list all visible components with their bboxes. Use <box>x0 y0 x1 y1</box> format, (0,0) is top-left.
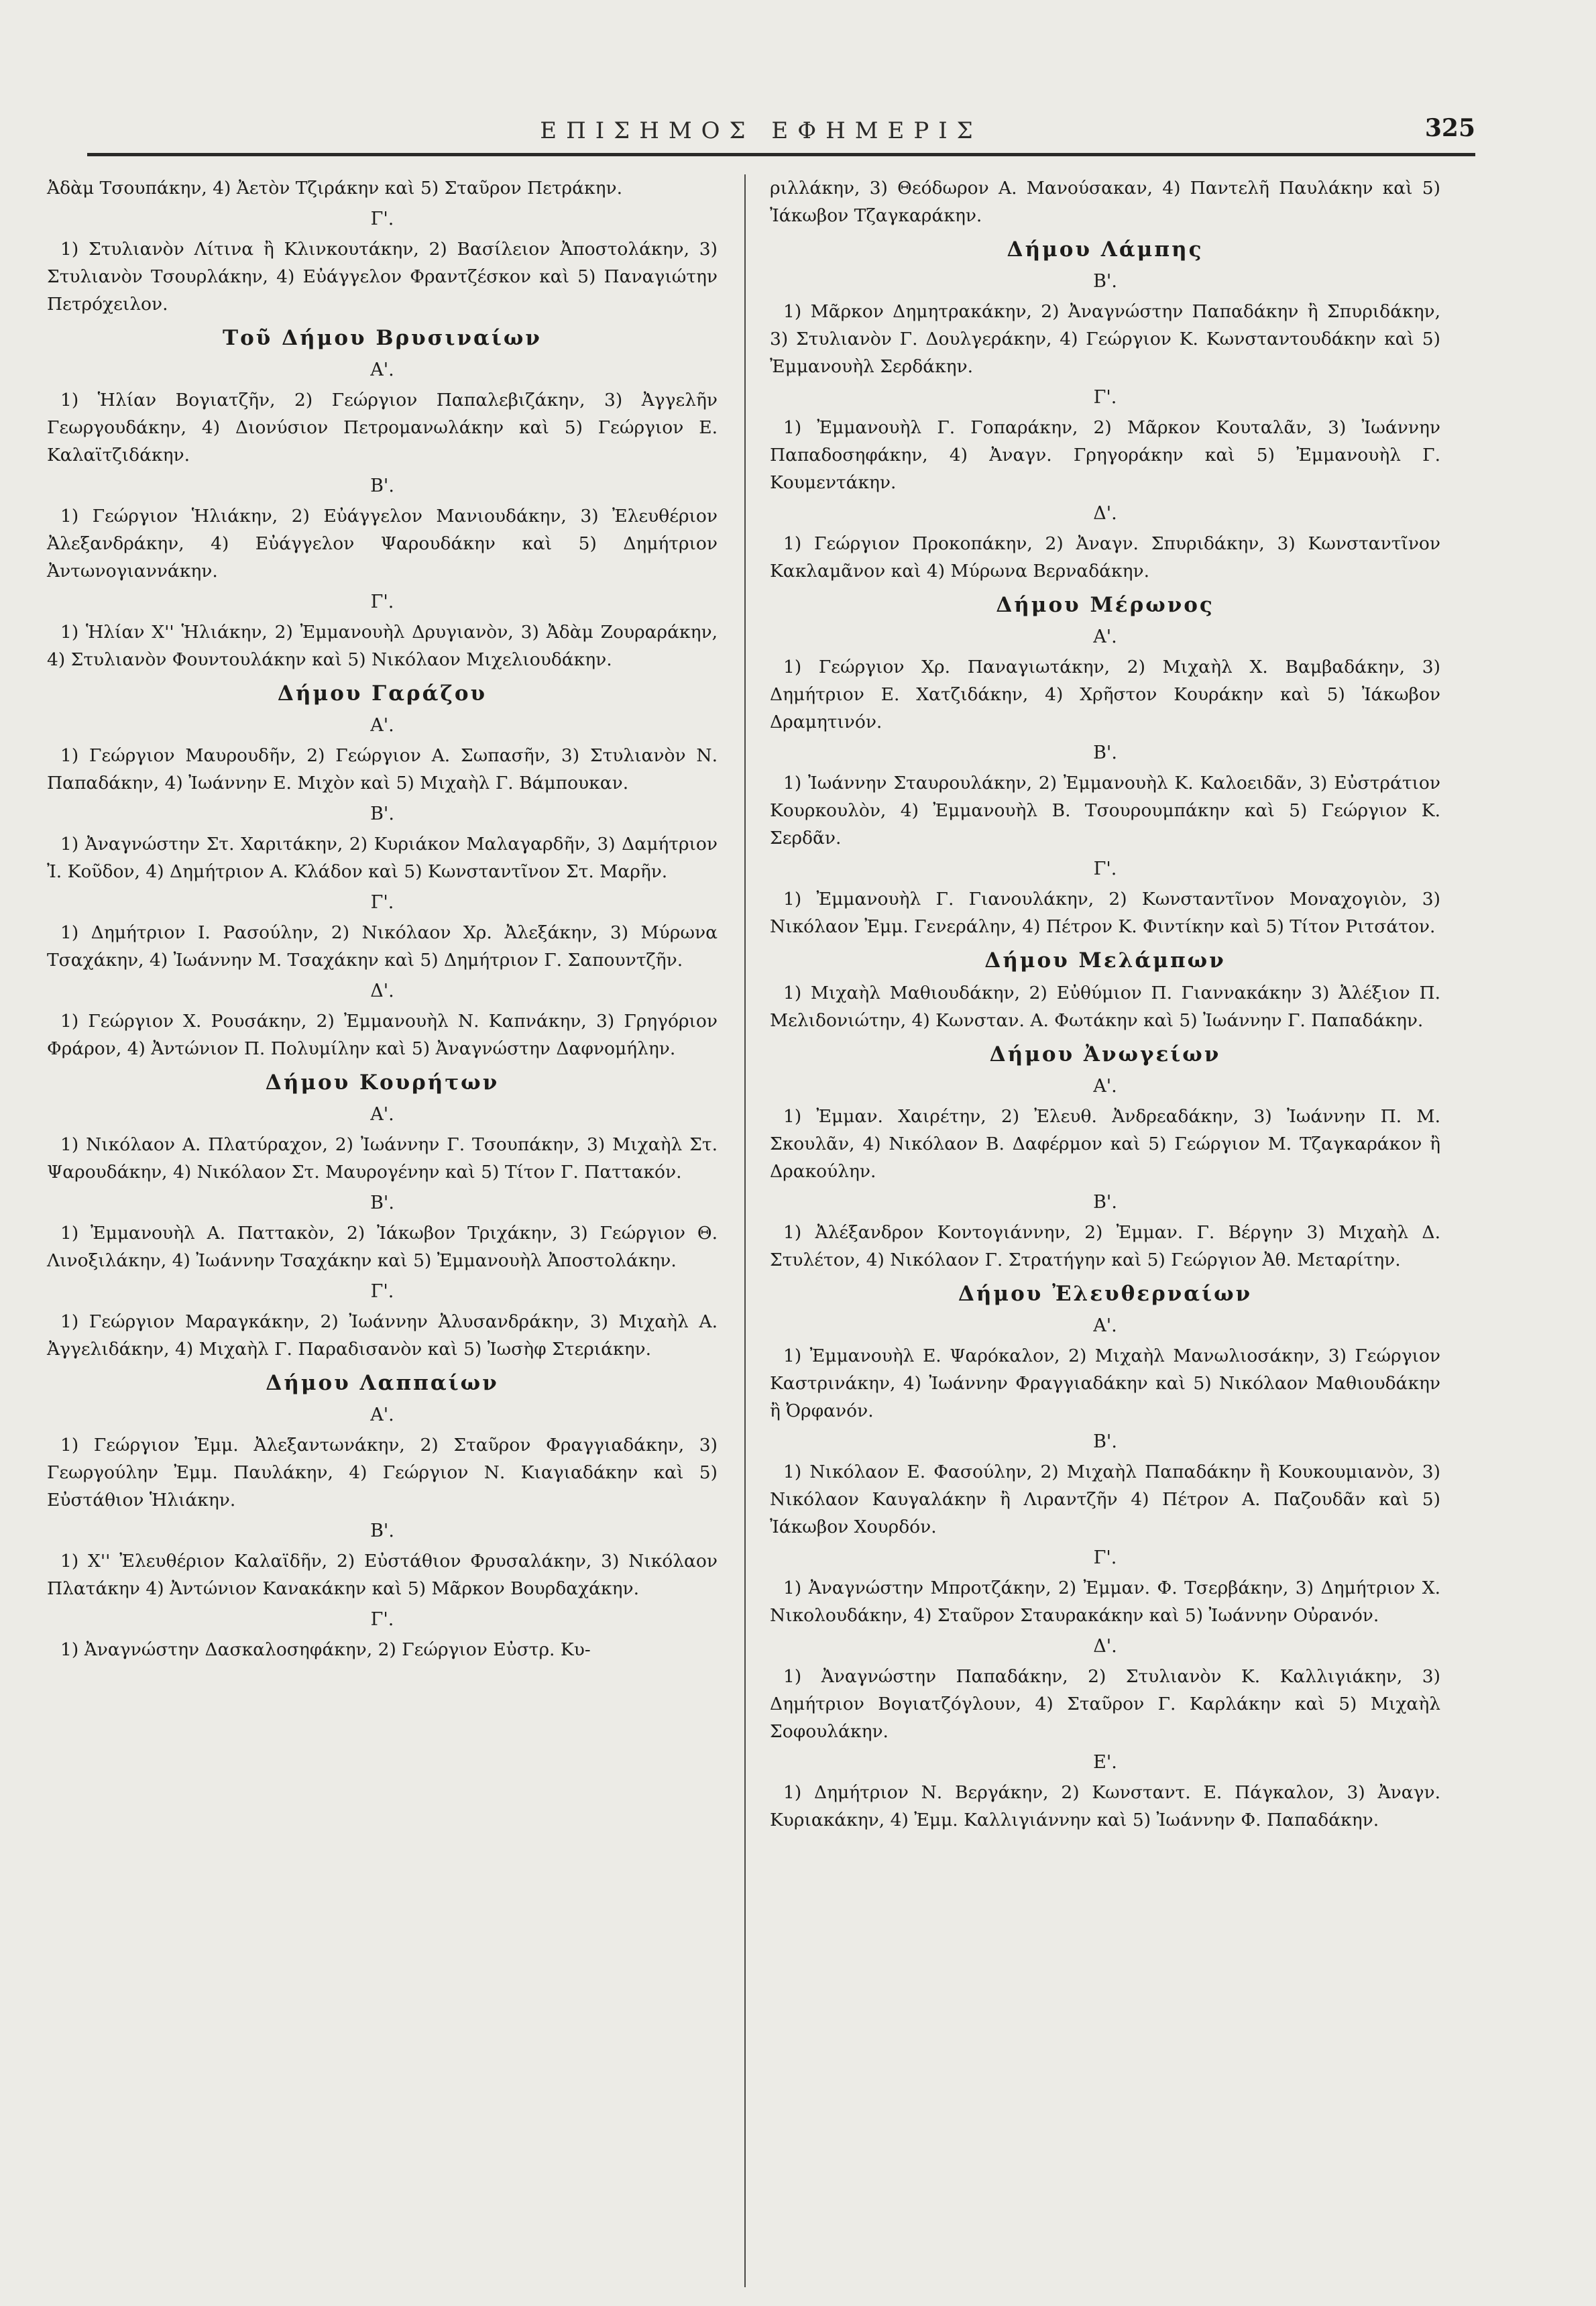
right-column <box>770 174 1440 1838</box>
paragraph: 1) Γεώργιον Χρ. Παναγιωτάκην, 2) Μιχαὴλ Χ. Βαμβαδάκην, 3) Δημήτριον Ε. Χατζιδάκην, 4) Χρῆστον Κουράκην καὶ 5) Ἰάκωβον Δραμητινόν. <box>770 657 1440 732</box>
paragraph: 1) Ἡλίαν Χ'' Ἡλιάκην, 2) Ἐμμανουὴλ Δρυγιανὸν, 3) Ἀδὰμ Ζουραράκην, 4) Στυλιανὸν Φουντουλάκην καὶ 5) Νικόλαον Μιχελιουδάκην. <box>47 622 718 670</box>
page-number: 325 <box>1424 114 1475 142</box>
newspaper-title: ΕΠΙΣΗΜΟΣ ΕΦΗΜΕΡΙΣ <box>540 117 982 144</box>
paragraph: 1) Ἐμμανουὴλ Γ. Γοπαράκην, 2) Μᾶρκον Κουταλᾶν, 3) Ἰωάννην Παπαδοσηφάκην, 4) Ἀναγν. Γρηγοράκην καὶ 5) Ἐμμανουὴλ Γ. Κουμεντάκην. <box>770 417 1440 493</box>
subsection-label: Β'. <box>370 476 394 496</box>
paragraph: 1) Ἐμμανουὴλ Α. Παττακὸν, 2) Ἰάκωβον Τριχάκην, 3) Γεώργιον Θ. Λινοξιλάκην, 4) Ἰωάννην Τσαχάκην καὶ 5) Ἐμμανουὴλ Ἀποστολάκην. <box>47 1223 718 1271</box>
paragraph: 1) Γεώργιον Μαυρουδῆν, 2) Γεώργιον Α. Σωπασῆν, 3) Στυλιανὸν Ν. Παπαδάκην, 4) Ἰωάννην Ε. Μιχὸν καὶ 5) Μιχαὴλ Γ. Βάμπουκαν. <box>47 745 718 793</box>
subsection-label: Ε'. <box>1093 1752 1117 1773</box>
section-heading: Δήμου Μελάμπων <box>984 948 1226 973</box>
paragraph: 1) Χ'' Ἐλευθέριον Καλαϊδῆν, 2) Εὐστάθιον Φρυσαλάκην, 3) Νικόλαον Πλατάκην 4) Ἀντώνιον Κανακάκην καὶ 5) Μᾶρκον Βουρδαχάκην. <box>47 1551 718 1599</box>
subsection-label: Β'. <box>1093 271 1117 292</box>
left-column <box>47 174 718 1667</box>
section-heading: Δήμου Λάμπης <box>1007 237 1204 262</box>
subsection-label: Γ'. <box>1093 1547 1117 1568</box>
paragraph: 1) Ἀναγνώστην Μπροτζάκην, 2) Ἐμμαν. Φ. Τσερβάκην, 3) Δημήτριον Χ. Νικολουδάκην, 4) Σταῦρον Σταυρακάκην καὶ 5) Ἰωάννην Οὐρανόν. <box>770 1578 1440 1626</box>
subsection-label: Γ'. <box>370 1609 394 1630</box>
paragraph: 1) Ἀναγνώστην Παπαδάκην, 2) Στυλιανὸν Κ. Καλλιγιάκην, 3) Δημήτριον Βογιατζόγλουν, 4) Σταῦρον Γ. Καρλάκην καὶ 5) Μιχαὴλ Σοφουλάκην. <box>770 1666 1440 1742</box>
subsection-label: Γ'. <box>370 592 394 612</box>
subsection-label: Α'. <box>1093 1315 1117 1336</box>
paragraph: 1) Δημήτριον Ι. Ρασούλην, 2) Νικόλαον Χρ. Ἀλεξάκην, 3) Μύρωνα Τσαχάκην, 4) Ἰωάννην Μ. Τσαχάκην καὶ 5) Δημήτριον Γ. Σαπουντζῆν. <box>47 922 718 971</box>
header-rule <box>87 153 1475 156</box>
subsection-label: Δ'. <box>1093 1636 1117 1657</box>
subsection-label: Α'. <box>370 1405 394 1425</box>
section-heading: Δήμου Λαππαίων <box>266 1371 499 1395</box>
paragraph: 1) Γεώργιον Ἡλιάκην, 2) Εὐάγγελον Μανιουδάκην, 3) Ἐλευθέριον Ἀλεξανδράκην, 4) Εὐάγγελον Ψαρουδάκην καὶ 5) Δημήτριον Ἀντωνογιαννάκην. <box>47 506 718 582</box>
subsection-label: Γ'. <box>1093 859 1117 879</box>
subsection-label: Γ'. <box>370 892 394 913</box>
paragraph: 1) Μιχαὴλ Μαθιουδάκην, 2) Εὐθύμιον Π. Γιαννακάκην 3) Ἀλέξιον Π. Μελιδονιώτην, 4) Κωνσταν. Α. Φωτάκην καὶ 5) Ἰωάννην Γ. Παπαδάκην. <box>770 983 1440 1031</box>
subsection-label: Γ'. <box>370 1281 394 1302</box>
paragraph: 1) Ἀναγνώστην Στ. Χαριτάκην, 2) Κυριάκον Μαλαγαρδῆν, 3) Δαμήτριον Ἰ. Κοῦδον, 4) Δημήτριον Α. Κλάδον καὶ 5) Κωνσταντῖνον Στ. Μαρῆν. <box>47 834 718 882</box>
section-heading: Δήμου Κουρήτων <box>265 1070 500 1095</box>
paragraph: 1) Μᾶρκον Δημητρακάκην, 2) Ἀναγνώστην Παπαδάκην ἢ Σπυριδάκην, 3) Στυλιανὸν Γ. Δουλγεράκην, 4) Γεώργιον Κ. Κωνσταντουδάκην καὶ 5) Ἐμμανουὴλ Σερδάκην. <box>770 301 1440 377</box>
section-heading: Δήμου Μέρωνος <box>996 593 1214 617</box>
paragraph: 1) Στυλιανὸν Λίτινα ἢ Κλινκουτάκην, 2) Βασίλειον Ἀποστολάκην, 3) Στυλιανὸν Τσουρλάκην, 4) Εὐάγγελον Φραντζέσκον καὶ 5) Παναγιώτην Πετρόχειλον. <box>47 239 718 315</box>
subsection-label: Β'. <box>1093 743 1117 763</box>
paragraph: ριλλάκην, 3) Θεόδωρον Α. Μανούσακαν, 4) Παντελῆ Παυλάκην καὶ 5) Ἰάκωβον Τζαγκαράκην. <box>770 178 1440 226</box>
subsection-label: Α'. <box>1093 626 1117 647</box>
paragraph: 1) Ἰωάννην Σταυρουλάκην, 2) Ἐμμανουὴλ Κ. Καλοειδᾶν, 3) Εὐστράτιον Κουρκουλὸν, 4) Ἐμμανουὴλ Β. Τσουρουμπάκην καὶ 5) Γεώργιον Κ. Σερδᾶν. <box>770 773 1440 848</box>
paragraph: 1) Δημήτριον Ν. Βεργάκην, 2) Κωνσταντ. Ε. Πάγκαλον, 3) Ἀναγν. Κυριακάκην, 4) Ἐμμ. Καλλιγιάννην καὶ 5) Ἰωάννην Φ. Παπαδάκην. <box>770 1782 1440 1830</box>
subsection-label: Β'. <box>370 1521 394 1541</box>
section-heading: Δήμου Γαράζου <box>277 681 488 706</box>
subsection-label: Γ'. <box>1093 387 1117 408</box>
paragraph: 1) Ἐμμανουὴλ Ε. Ψαρόκαλον, 2) Μιχαὴλ Μανωλιοσάκην, 3) Γεώργιον Καστρινάκην, 4) Ἰωάννην Φραγγιαδάκην καὶ 5) Νικόλαον Μαθιουδάκην ἢ Ὀρφανόν. <box>770 1346 1440 1421</box>
newspaper-page <box>47 80 1475 2287</box>
paragraph: 1) Ἐμμαν. Χαιρέτην, 2) Ἐλευθ. Ἀνδρεαδάκην, 3) Ἰωάννην Π. Μ. Σκουλᾶν, 4) Νικόλαον Β. Δαφέρμον καὶ 5) Γεώργιον Μ. Τζαγκαράκον ἢ Δρακούλην. <box>770 1106 1440 1182</box>
subsection-label: Β'. <box>370 804 394 824</box>
paragraph: 1) Νικόλαον Α. Πλατύραχον, 2) Ἰωάννην Γ. Τσουπάκην, 3) Μιχαὴλ Στ. Ψαρουδάκην, 4) Νικόλαον Στ. Μαυρογένην καὶ 5) Τίτον Γ. Παττακόν. <box>47 1134 718 1183</box>
subsection-label: Β'. <box>1093 1431 1117 1452</box>
paragraph: 1) Ἡλίαν Βογιατζῆν, 2) Γεώργιον Παπαλεβιζάκην, 3) Ἀγγελῆν Γεωργουδάκην, 4) Διονύσιον Πετρομανωλάκην καὶ 5) Γεώργιον Ε. Καλαϊτζιδάκην. <box>47 390 718 465</box>
section-heading: Δήμου Ἀνωγείων <box>989 1042 1221 1066</box>
paragraph: 1) Γεώργιον Χ. Ρουσάκην, 2) Ἐμμανουὴλ Ν. Καπνάκην, 3) Γρηγόριον Φράρον, 4) Ἀντώνιον Π. Πολυμίλην καὶ 5) Ἀναγνώστην Δαφνομήλην. <box>47 1011 718 1059</box>
subsection-label: Α'. <box>1093 1076 1117 1097</box>
column-divider <box>744 174 746 2287</box>
subsection-label: Γ'. <box>370 209 394 229</box>
subsection-label: Α'. <box>370 360 394 380</box>
section-heading: Δήμου Ἐλευθερναίων <box>958 1282 1253 1306</box>
paragraph: 1) Ἐμμανουὴλ Γ. Γιανουλάκην, 2) Κωνσταντῖνον Μοναχογιὸν, 3) Νικόλαον Ἐμμ. Γενεράλην, 4) Πέτρον Κ. Φιντίκην καὶ 5) Τίτον Ριτσάτον. <box>770 889 1440 937</box>
subsection-label: Α'. <box>370 1104 394 1125</box>
paragraph: 1) Γεώργιον Ἐμμ. Ἀλεξαντωνάκην, 2) Σταῦρον Φραγγιαδάκην, 3) Γεωργούλην Ἐμμ. Παυλάκην, 4) Γεώργιον Ν. Κιαγιαδάκην καὶ 5) Εὐστάθιον Ἡλιάκην. <box>47 1435 718 1511</box>
paragraph: 1) Γεώργιον Προκοπάκην, 2) Ἀναγν. Σπυριδάκην, 3) Κωνσταντῖνον Κακλαμᾶνον καὶ 4) Μύρωνα Βερναδάκην. <box>770 533 1440 582</box>
paragraph: 1) Νικόλαον Ε. Φασούλην, 2) Μιχαὴλ Παπαδάκην ἢ Κουκουμιανὸν, 3) Νικόλαον Καυγαλάκην ἢ Λιραντζῆν 4) Πέτρον Α. Παζουδᾶν καὶ 5) Ἰάκωβον Χουρδόν. <box>770 1462 1440 1537</box>
subsection-label: Β'. <box>370 1193 394 1213</box>
paragraph: 1) Ἀλέξανδρον Κοντογιάννην, 2) Ἐμμαν. Γ. Βέργην 3) Μιχαὴλ Δ. Στυλέτον, 4) Νικόλαον Γ. Στρατήγην καὶ 5) Γεώργιον Ἀθ. Μεταρίτην. <box>770 1222 1440 1270</box>
section-heading: Τοῦ Δήμου Βρυσιναίων <box>223 326 542 350</box>
page-header <box>47 107 1475 154</box>
subsection-label: Δ'. <box>370 981 394 1001</box>
subsection-label: Α'. <box>370 715 394 736</box>
paragraph: 1) Ἀναγνώστην Δασκαλοσηφάκην, 2) Γεώργιον Εὐστρ. Κυ- <box>60 1639 591 1660</box>
paragraph: 1) Γεώργιον Μαραγκάκην, 2) Ἰωάννην Ἀλυσανδράκην, 3) Μιχαὴλ Α. Ἀγγελιδάκην, 4) Μιχαὴλ Γ. Παραδισανὸν καὶ 5) Ἰωσὴφ Στεριάκην. <box>47 1311 718 1360</box>
subsection-label: Δ'. <box>1093 503 1117 524</box>
subsection-label: Β'. <box>1093 1192 1117 1213</box>
paragraph: Ἀδὰμ Τσουπάκην, 4) Ἀετὸν Τζιράκην καὶ 5) Σταῦρον Πετράκην. <box>47 178 622 199</box>
